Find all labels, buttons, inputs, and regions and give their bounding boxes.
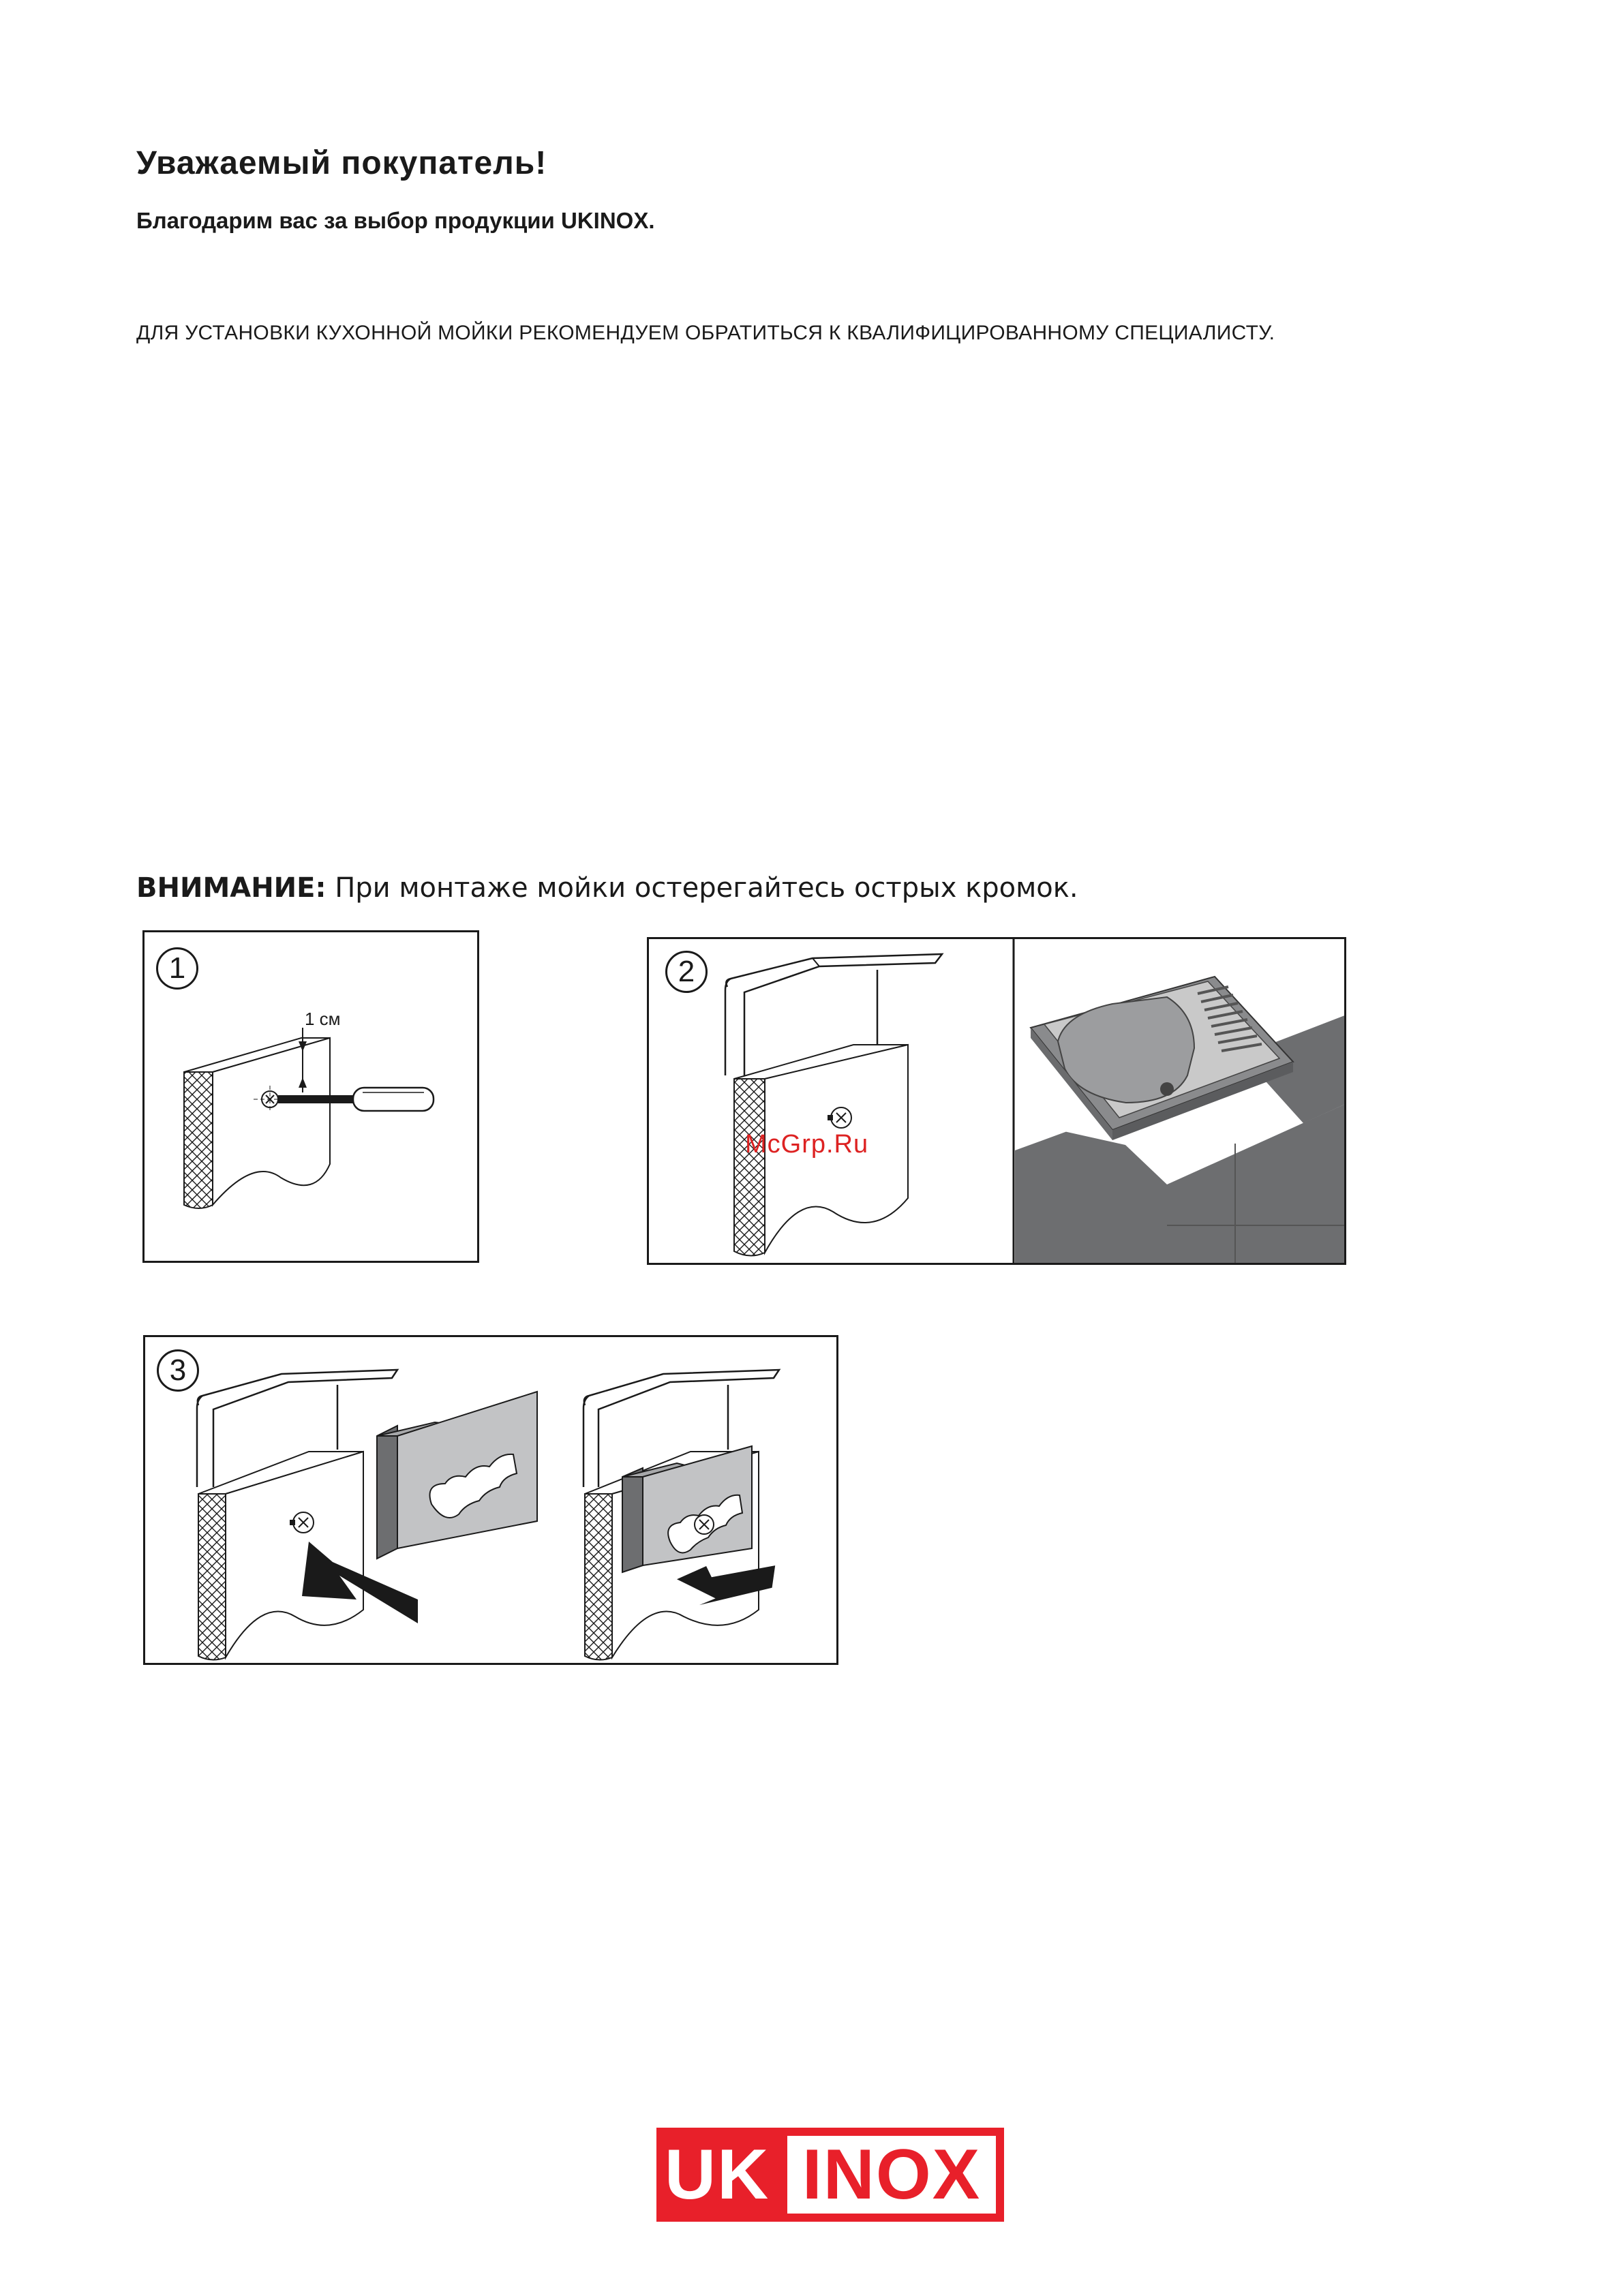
step3-illustration <box>145 1337 838 1665</box>
logo-inox-box <box>787 2136 996 2214</box>
thanks-text: Благодарим вас за выбор продукции UKINOX. <box>136 208 655 233</box>
step1-panel <box>142 930 479 1263</box>
recommendation-text: ДЛЯ УСТАНОВКИ КУХОННОЙ МОЙКИ РЕКОМЕНДУЕМ ОБРАТИТЬСЯ К КВАЛИФИЦИРОВАННОМУ СПЕЦИАЛИСТУ. <box>136 322 1275 344</box>
ukinox-logo <box>656 2128 1004 2222</box>
watermark: McGrp.Ru <box>745 1130 869 1159</box>
page-title: Уважаемый покупатель! <box>136 145 547 181</box>
step1-illustration <box>145 932 479 1263</box>
step3-number: 3 <box>157 1349 199 1392</box>
step3-panel <box>143 1335 838 1665</box>
step2-number: 2 <box>665 951 708 993</box>
logo-part-inox: INOX <box>802 2135 982 2214</box>
logo-part-uk: UK <box>665 2135 770 2214</box>
step1-number: 1 <box>156 947 198 990</box>
warning-body: При монтаже мойки остерегайтесь острых кромок. <box>326 872 1078 904</box>
step1-measure-label: 1 см <box>305 1009 341 1029</box>
step2-panel <box>647 937 1346 1265</box>
warning-text <box>136 872 1078 904</box>
warning-label: ВНИМАНИЕ: <box>136 872 327 904</box>
step2-illustration <box>649 939 1346 1265</box>
